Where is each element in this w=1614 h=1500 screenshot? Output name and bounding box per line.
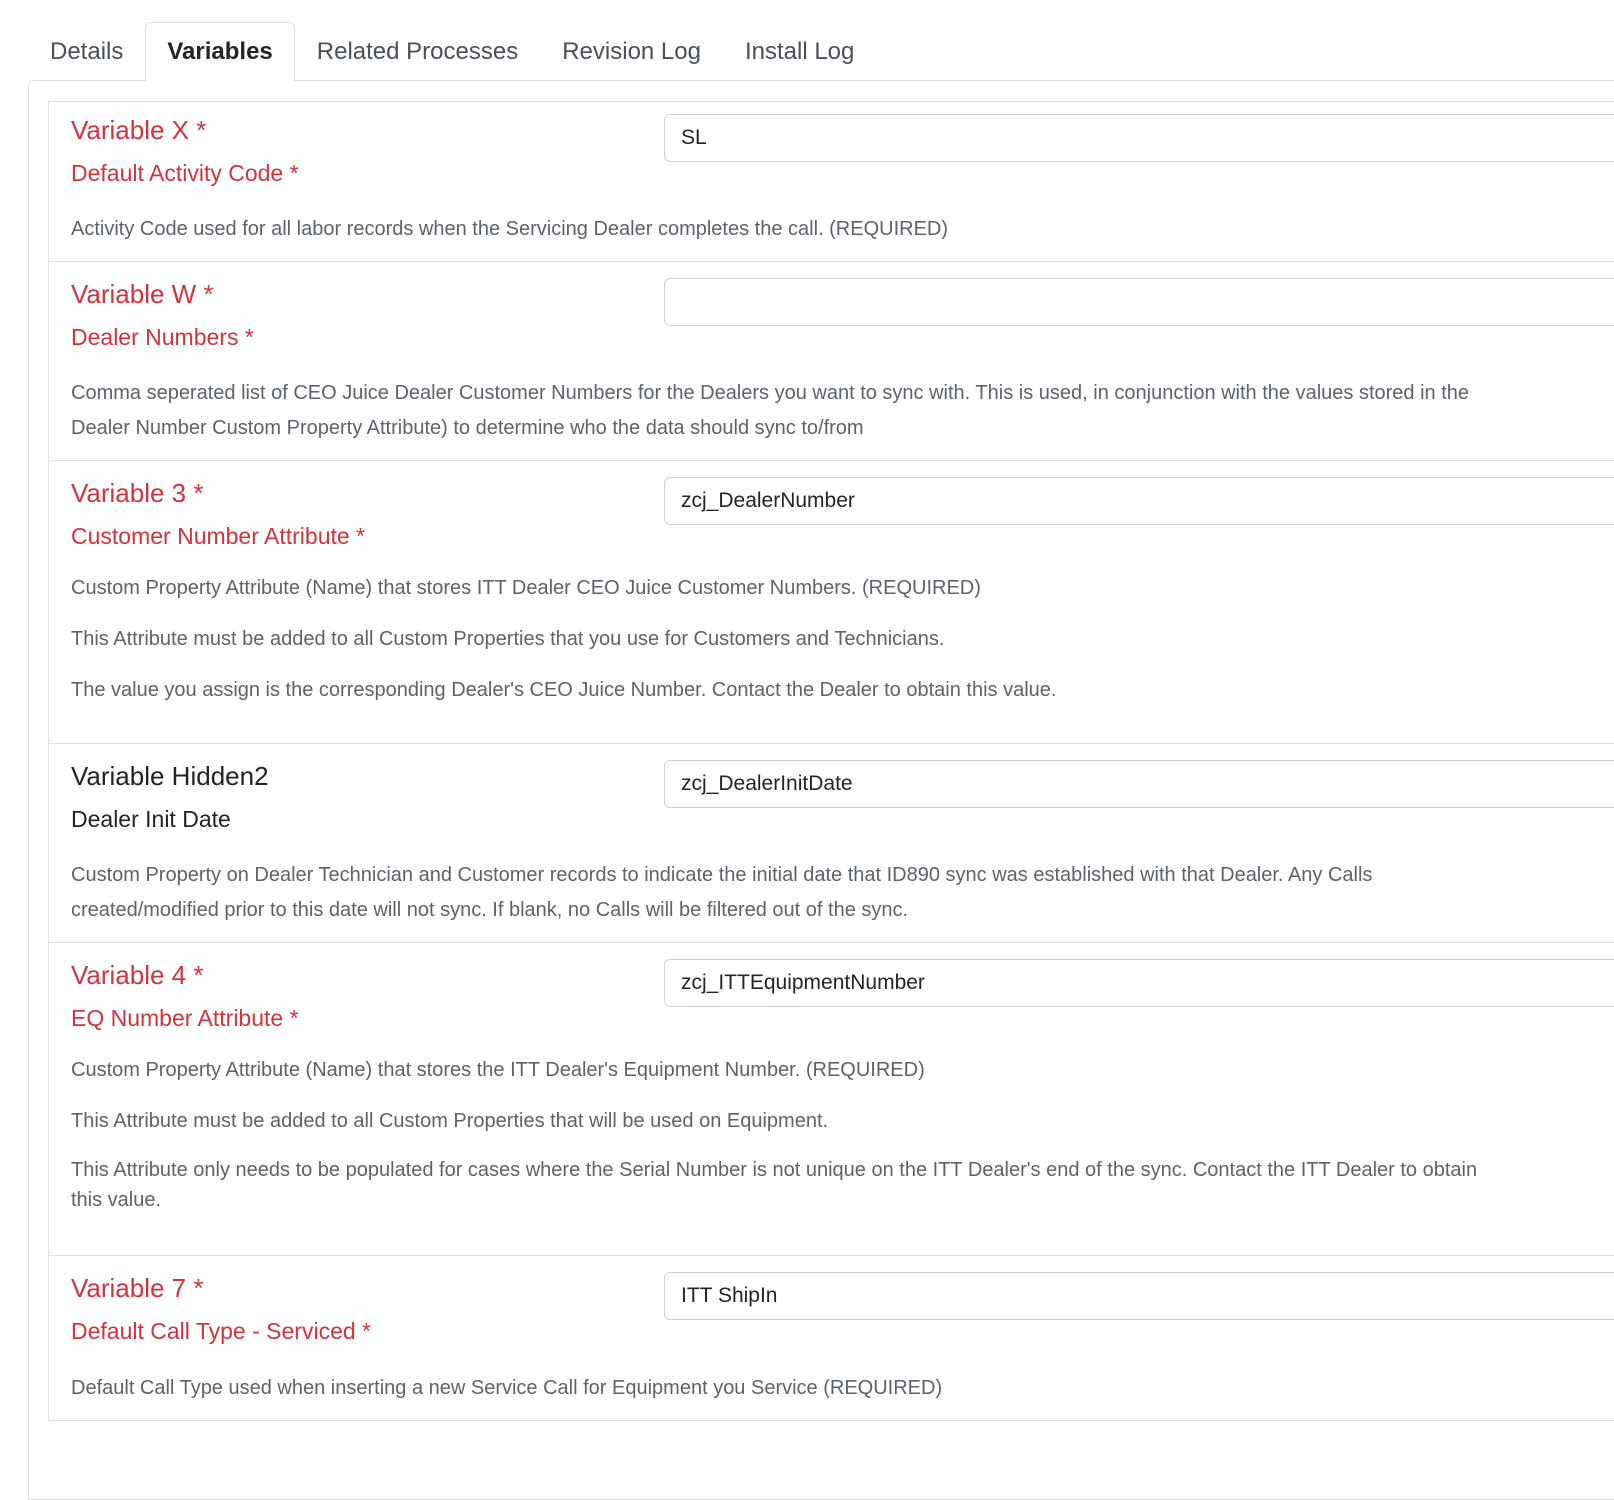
variable-description	[71, 858, 1511, 928]
default-activity-code-input[interactable]	[664, 114, 1614, 162]
description-line: The value you assign is the corresponding Dealer's CEO Juice Number. Contact the Dealer to obtain this value.	[71, 679, 1057, 701]
variable-title: Variable W *	[71, 279, 214, 309]
variable-label: Customer Number Attribute *	[71, 523, 366, 549]
variable-label: Default Activity Code *	[71, 160, 299, 186]
variable-label: EQ Number Attribute *	[71, 1005, 299, 1031]
tab-revision-log[interactable]: Revision Log	[562, 37, 701, 65]
variable-w-block	[48, 261, 1614, 461]
variable-description	[71, 212, 1511, 247]
dealer-init-date-input[interactable]	[664, 760, 1614, 808]
variable-description	[71, 376, 1511, 446]
variable-hidden2-block	[48, 743, 1614, 943]
description-line: Default Call Type used when inserting a new Service Call for Equipment you Service (REQUIRED)	[71, 1377, 943, 1399]
description-line: This Attribute must be added to all Custom Properties that will be used on Equipment.	[71, 1110, 829, 1132]
eq-number-attribute-input[interactable]	[664, 959, 1614, 1007]
description-line: Custom Property Attribute (Name) that stores ITT Dealer CEO Juice Customer Numbers. (REQUIRED)	[71, 577, 981, 599]
variable-title: Variable 3 *	[71, 478, 204, 508]
variable-4-block	[48, 942, 1614, 1256]
customer-number-attribute-input[interactable]	[664, 477, 1614, 525]
variable-x-block	[48, 101, 1614, 262]
description-line: Custom Property Attribute (Name) that stores the ITT Dealer's Equipment Number. (REQUIRED)	[71, 1059, 925, 1081]
variable-description	[71, 1371, 1511, 1406]
description-line: This Attribute must be added to all Custom Properties that you use for Customers and Technicians.	[71, 628, 945, 650]
description-line: Custom Property on Dealer Technician and Customer records to indicate the initial date that ID890 sync was established with that Dealer. Any Calls created/modified prior to this date will not sync. If blank, no Calls will be filtered out of the sync.	[71, 864, 1373, 921]
variable-title: Variable X *	[71, 115, 207, 145]
variable-title: Variable 4 *	[71, 960, 204, 990]
tab-related-processes[interactable]: Related Processes	[316, 37, 519, 65]
variable-description	[71, 571, 1511, 708]
tab-bar	[28, 22, 876, 80]
description-line: Activity Code used for all labor records when the Servicing Dealer completes the call. (REQUIRED)	[71, 218, 949, 240]
variable-description	[71, 1053, 1511, 1215]
variable-label: Dealer Numbers *	[71, 324, 254, 350]
description-line: This Attribute only needs to be populated for cases where the Serial Number is not unique on the ITT Dealer's end of the sync. Contact the ITT Dealer to obtain this value.	[71, 1159, 1478, 1211]
tab-details[interactable]: Details	[50, 37, 124, 65]
variable-title: Variable Hidden2	[71, 761, 269, 791]
default-call-type-serviced-input[interactable]	[664, 1272, 1614, 1320]
variable-label: Default Call Type - Serviced *	[71, 1318, 371, 1344]
variable-title: Variable 7 *	[71, 1273, 204, 1303]
variable-3-block	[48, 460, 1614, 744]
variable-7-block	[48, 1255, 1614, 1421]
tab-install-log[interactable]: Install Log	[744, 37, 855, 65]
dealer-numbers-input[interactable]	[664, 278, 1614, 326]
variable-label: Dealer Init Date	[71, 806, 231, 832]
description-line: Comma seperated list of CEO Juice Dealer Customer Numbers for the Dealers you want to sync with. This is used, in conjunction with the values stored in the Dealer Number Custom Property Attribute) to determine who the data should sync to/from	[71, 382, 1470, 439]
tab-variables[interactable]: Variables	[145, 22, 294, 81]
